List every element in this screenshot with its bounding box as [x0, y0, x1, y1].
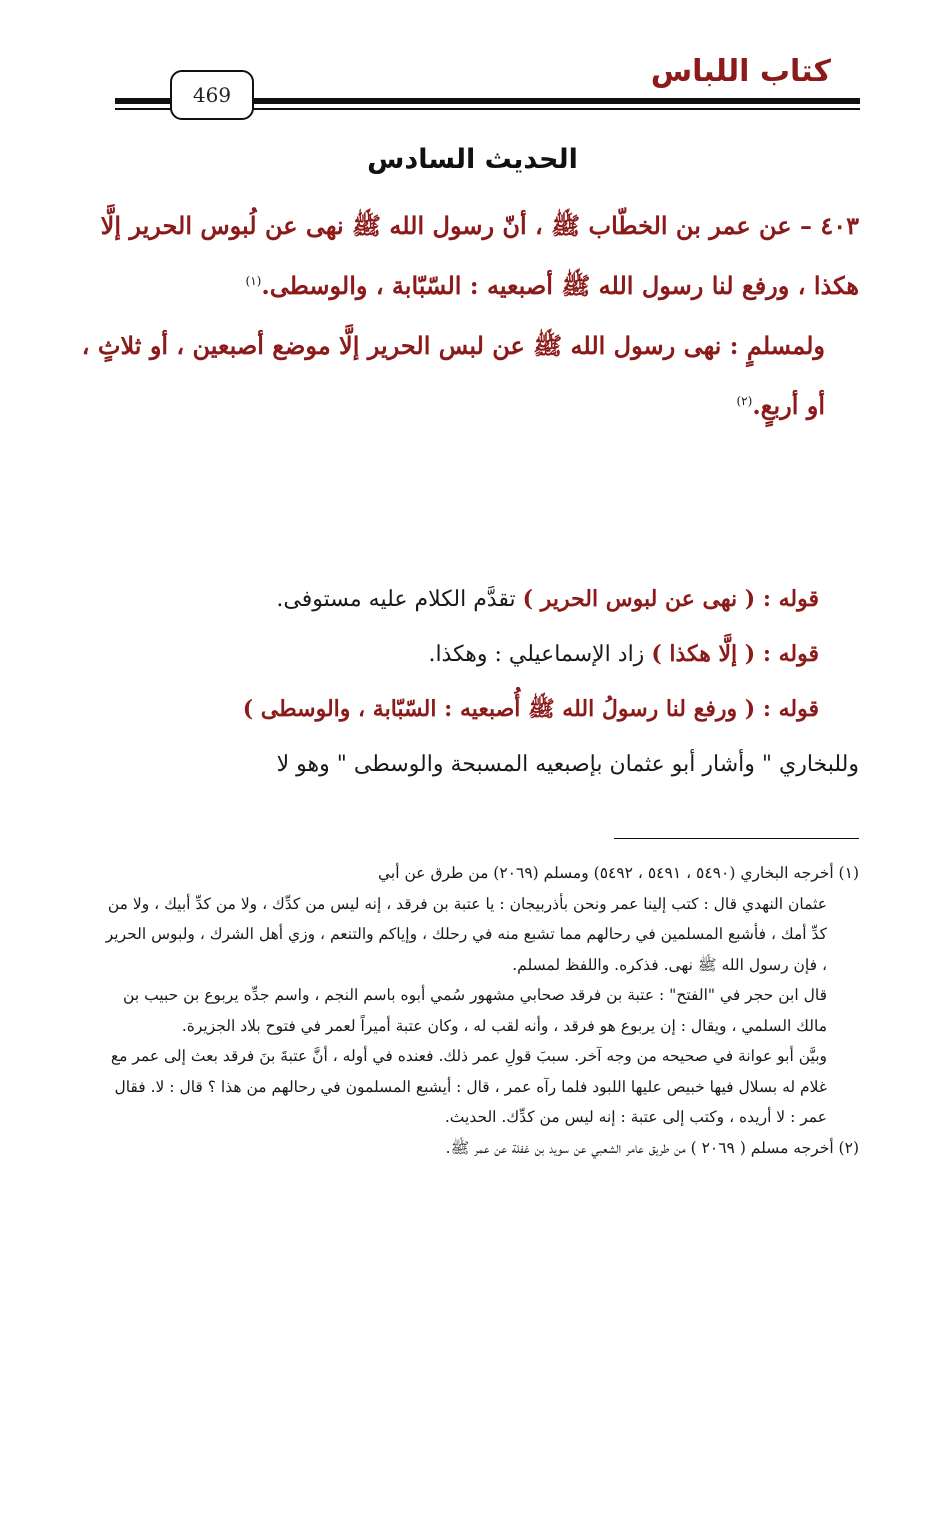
footnote-separator: [614, 838, 859, 839]
commentary-3-lead: قوله : ( ورفع لنا رسولُ الله ﷺ أُصبعيه : السّبّابة ، والوسطى ): [242, 696, 819, 722]
commentary-2-lead: قوله : ( إلَّا هكذا ): [651, 641, 819, 667]
commentary-line-4: [79, 737, 859, 792]
hadith-main-text: ٤٠٣ – عن عمر بن الخطّاب ﷺ ، أنّ رسول الله ﷺ نهى عن لُبوس الحرير إلَّا هكذا ، ورفع لنا رسول الله ﷺ أصبعيه : السّبّابة ، والوسطى.: [100, 211, 859, 300]
commentary-line-1: [79, 572, 859, 627]
commentary-1-text: تقدَّم الكلام عليه مستوفى.: [276, 587, 523, 612]
footnote-2: (٢) أخرجه مسلم ( ٢٠٦٩ ) من طريق عامر الشعبي عن سويد بن غفلة عن عمر ﷺ.: [445, 1138, 859, 1157]
footnotes-block: [99, 858, 859, 1163]
commentary-4-text: وللبخاري " وأشار أبو عثمان بإصبعيه المسبحة والوسطى " وهو لا: [276, 752, 859, 777]
book-title: كتاب اللباس: [650, 54, 831, 89]
hadith-main: [79, 196, 859, 316]
section-title: الحديث السادس: [367, 144, 578, 175]
commentary-block: [79, 572, 859, 792]
commentary-1-lead: قوله : ( نهى عن لبوس الحرير ): [522, 586, 819, 612]
hadith-block: [79, 196, 859, 436]
footnote-ref-1[interactable]: (١): [245, 274, 262, 288]
footnote-1-paragraph-2: قال ابن حجر في "الفتح" : عتبة بن فرقد صحابي مشهور سُمي أبوه باسم النجم ، واسم جدِّه يربوع بن حبيب بن مالك السلمي ، ويقال : إن يربوع هو فرقد ، وأنه لقب له ، وكان عتبة أميراً لعمر في فتوح بلاد الجزيرة.: [123, 986, 827, 1035]
footnote-1-first-line: (١) أخرجه البخاري (٥٤٩٠ ، ٥٤٩١ ، ٥٤٩٢) ومسلم (٢٠٦٩) من طرق عن أبي: [378, 864, 859, 882]
commentary-line-3: [79, 682, 859, 737]
footnote-1-body: عثمان النهدي قال : كتب إلينا عمر ونحن بأذربيجان : يا عتبة بن فرقد ، إنه ليس من كدِّك ، ولا من كدِّ أبيك ، ولا من كدِّ أمك ، فأشبع المسلمين في رحالهم مما تشبع منه في رحلك ، وإياكم والتنعم ، وزي أهل الشرك ، ولبوس الحرير ، فإن رسول الله ﷺ نهى. فذكره. واللفظ لمسلم.: [105, 894, 827, 974]
hadith-muslim: [79, 316, 859, 436]
hadith-muslim-text: ولمسلمٍ : نهى رسول الله ﷺ عن لبس الحرير إلَّا موضع أصبعين ، أو ثلاثٍ ، أو أربعٍ.: [81, 331, 825, 420]
commentary-2-text: زاد الإسماعيلي : وهكذا.: [428, 642, 652, 667]
footnote-1-paragraph-3: وبيَّن أبو عوانة في صحيحه من وجه آخر. سببَ قولِ عمر ذلك. فعنده في أوله ، أنَّ عتبةَ بنَ فرقد بعث إلى عمر مع غلام له بسلال فيها خبيص عليها اللبود فلما رآه عمر ، قال : أيشبع المسلمون في رحالهم من هذا ؟ قال : لا. فقال عمر : لا أريده ، وكتب إلى عتبة : إنه ليس من كدِّك. الحديث.: [110, 1047, 827, 1126]
page-number: 469: [192, 83, 232, 107]
page-number-badge: [170, 70, 254, 120]
commentary-line-2: [79, 627, 859, 682]
footnote-ref-2[interactable]: (٢): [736, 394, 753, 408]
